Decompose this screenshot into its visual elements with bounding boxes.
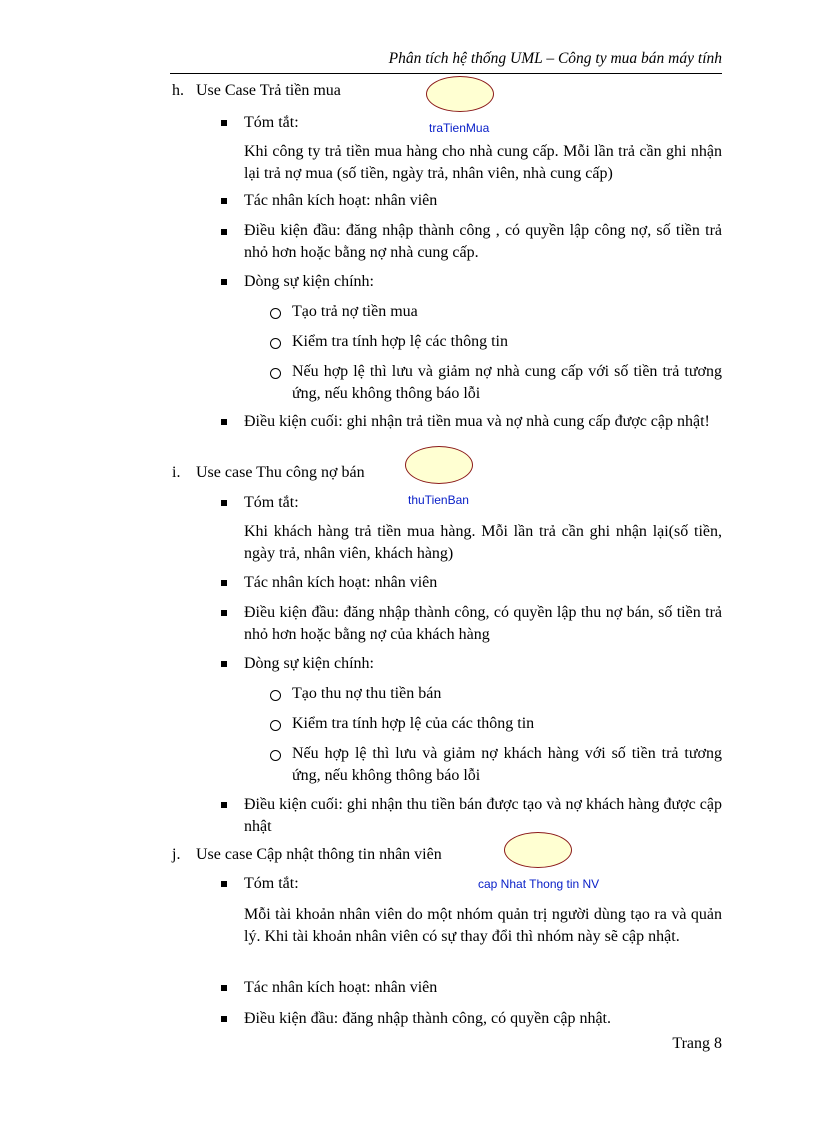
- usecase-label: traTienMua: [429, 121, 490, 135]
- usecase-ellipse: [426, 76, 494, 112]
- usecase-ellipse: [504, 832, 572, 868]
- circle-bullet-icon: [270, 338, 281, 349]
- precondition-text: Điều kiện đầu: đăng nhập thành công, có quyền lập thu nợ bán, số tiền trả nhỏ hơn hoặc bằng nợ của khách hàng: [244, 604, 722, 643]
- flow-step: Kiểm tra tính hợp lệ các thông tin: [292, 333, 508, 350]
- circle-bullet-icon: [270, 368, 281, 379]
- postcondition-text: Điều kiện cuối: ghi nhận thu tiền bán được tạo và nợ khách hàng được cập nhật: [244, 796, 722, 835]
- summary-label: Tóm tắt:: [244, 114, 299, 131]
- bullet-icon: [221, 661, 227, 667]
- postcondition-text: Điều kiện cuối: ghi nhận trả tiền mua và nợ nhà cung cấp được cập nhật!: [244, 413, 710, 430]
- bullet-icon: [221, 500, 227, 506]
- circle-bullet-icon: [270, 690, 281, 701]
- actor-text: Tác nhân kích hoạt: nhân viên: [244, 574, 438, 591]
- main-flow-label: Dòng sự kiện chính:: [244, 273, 374, 290]
- summary-text: Khi công ty trả tiền mua hàng cho nhà cung cấp. Mỗi lần trả cần ghi nhận lại trả nợ mua (số tiền, ngày trả, nhân viên, nhà cung cấp): [244, 143, 722, 182]
- flow-step: Nếu hợp lệ thì lưu và giảm nợ khách hàng với số tiền trả tương ứng, nếu không thông báo lỗi: [292, 745, 722, 784]
- bullet-icon: [221, 881, 227, 887]
- precondition-text: Điều kiện đầu: đăng nhập thành công , có quyền lập công nợ, số tiền trả nhỏ hơn hoặc bằng nợ nhà cung cấp.: [244, 222, 722, 261]
- bullet-icon: [221, 279, 227, 285]
- precondition-text: Điều kiện đầu: đăng nhập thành công, có quyền cập nhật.: [244, 1010, 611, 1027]
- bullet-icon: [221, 229, 227, 235]
- summary-text: Mỗi tài khoản nhân viên do một nhóm quản trị người dùng tạo ra và quản lý. Khi tài khoản nhân viên có sự thay đổi thì nhóm này sẽ cập nhật.: [244, 906, 722, 945]
- bullet-icon: [221, 580, 227, 586]
- usecase-label: thuTienBan: [408, 493, 469, 507]
- flow-step: Tạo trả nợ tiền mua: [292, 303, 418, 320]
- bullet-icon: [221, 985, 227, 991]
- usecase-label: cap Nhat Thong tin NV: [478, 877, 600, 891]
- running-header: Phân tích hệ thống UML – Công ty mua bán máy tính: [388, 50, 722, 67]
- circle-bullet-icon: [270, 720, 281, 731]
- circle-bullet-icon: [270, 750, 281, 761]
- summary-text: Khi khách hàng trả tiền mua hàng. Mỗi lần trả cần ghi nhận lại(số tiền, ngày trả, nhân viên, khách hàng): [244, 523, 722, 562]
- flow-step: Kiểm tra tính hợp lệ của các thông tin: [292, 715, 535, 732]
- bullet-icon: [221, 610, 227, 616]
- header-rule: [170, 73, 722, 74]
- section-h-marker: h.: [172, 82, 184, 99]
- circle-bullet-icon: [270, 308, 281, 319]
- bullet-icon: [221, 802, 227, 808]
- actor-text: Tác nhân kích hoạt: nhân viên: [244, 979, 438, 996]
- actor-text: Tác nhân kích hoạt: nhân viên: [244, 192, 438, 209]
- flow-step: Nếu hợp lệ thì lưu và giảm nợ nhà cung cấp với số tiền trả tương ứng, nếu không thông báo lỗi: [292, 363, 722, 402]
- section-i-marker: i.: [172, 464, 181, 481]
- summary-label: Tóm tắt:: [244, 875, 299, 892]
- bullet-icon: [221, 120, 227, 126]
- bullet-icon: [221, 198, 227, 204]
- summary-label: Tóm tắt:: [244, 494, 299, 511]
- page-number: Trang 8: [672, 1035, 722, 1052]
- main-flow-label: Dòng sự kiện chính:: [244, 655, 374, 672]
- section-i-title: Use case Thu công nợ bán: [196, 464, 365, 481]
- bullet-icon: [221, 419, 227, 425]
- bullet-icon: [221, 1016, 227, 1022]
- section-j-title: Use case Cập nhật thông tin nhân viên: [196, 846, 442, 863]
- usecase-ellipse: [405, 446, 473, 484]
- section-j-marker: j.: [172, 846, 181, 863]
- section-h-title: Use Case Trả tiền mua: [196, 82, 341, 99]
- flow-step: Tạo thu nợ thu tiền bán: [292, 685, 442, 702]
